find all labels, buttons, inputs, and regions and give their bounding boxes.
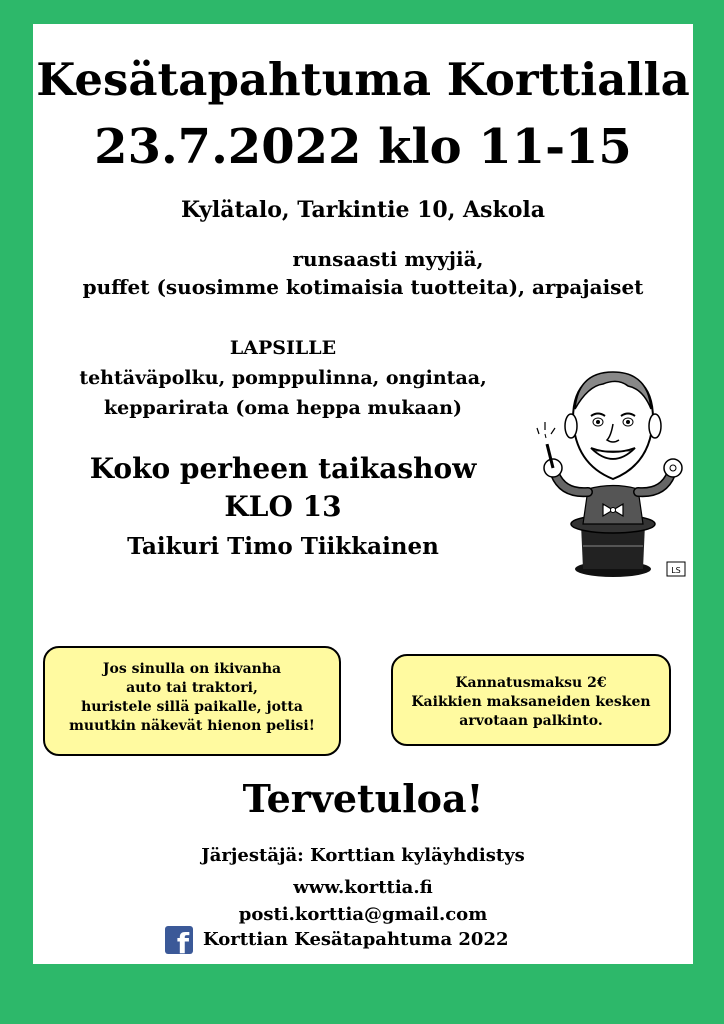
welcome-heading: Tervetuloa! — [242, 776, 484, 821]
organizer: Järjestäjä: Korttian kyläyhdistys — [201, 845, 525, 866]
old-vehicle-note-line: huristele sillä paikalle, jotta — [81, 699, 303, 715]
old-vehicle-note-line: muutkin näkevät hienon pelisi! — [69, 718, 315, 734]
facebook-icon: f — [165, 926, 193, 954]
support-fee-line: Kannatusmaksu 2€ — [455, 675, 607, 691]
event-title: Kesätapahtuma Korttialla — [36, 53, 690, 106]
kids-activities-line2: kepparirata (oma heppa mukaan) — [104, 397, 462, 419]
sellers-line: runsaasti myyjiä, — [292, 247, 484, 271]
venue-address: Kylätalo, Tarkintie 10, Askola — [180, 197, 546, 223]
facebook-event-name: Korttian Kesätapahtuma 2022 — [203, 929, 509, 950]
poster — [33, 24, 693, 964]
buffet-raffle-line: puffet (suosimme kotimaisia tuotteita), arpajaiset — [82, 275, 644, 299]
event-date-time: 23.7.2022 klo 11-15 — [94, 119, 632, 175]
website-link[interactable]: www.korttia.fi — [293, 877, 433, 898]
old-vehicle-note — [43, 646, 341, 756]
kids-activities-line1: tehtäväpolku, pomppulinna, ongintaa, — [79, 367, 487, 389]
magician-name: Taikuri Timo Tiikkainen — [127, 533, 439, 560]
support-fee-note — [391, 654, 671, 746]
kids-heading: LAPSILLE — [229, 337, 337, 359]
old-vehicle-note-line: Jos sinulla on ikivanha — [102, 661, 282, 677]
facebook-event[interactable] — [165, 925, 509, 960]
magic-show-time: KLO 13 — [224, 490, 342, 523]
artist-signature: LS — [671, 566, 681, 575]
support-fee-line: arvotaan palkinto. — [459, 713, 603, 729]
magic-show-title: Koko perheen taikashow — [89, 452, 477, 485]
support-fee-line: Kaikkien maksaneiden kesken — [411, 694, 651, 710]
old-vehicle-note-line: auto tai traktori, — [126, 680, 258, 696]
magician-illustration — [533, 364, 693, 594]
email-link[interactable]: posti.korttia@gmail.com — [238, 904, 488, 925]
